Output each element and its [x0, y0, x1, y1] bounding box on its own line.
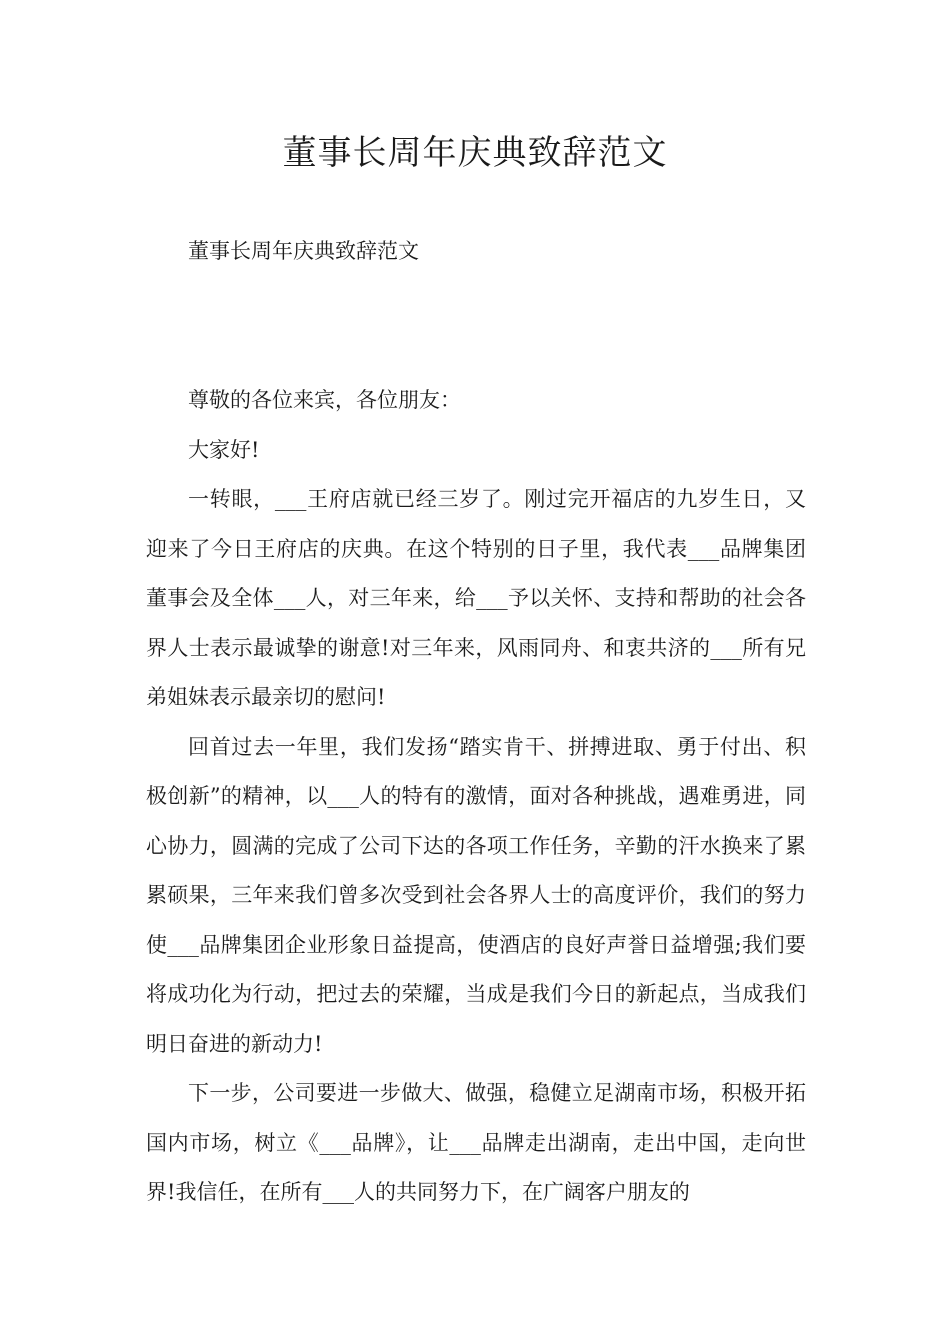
- subtitle-text: 董事长周年庆典致辞范文: [188, 239, 419, 263]
- document-title: 董事长周年庆典致辞范文: [282, 133, 668, 173]
- salutation-paragraph: 尊敬的各位来宾，各位朋友：: [188, 388, 461, 412]
- greeting-paragraph: 大家好!: [188, 437, 260, 462]
- body-paragraph: 回首过去一年里，我们发扬“踏实肯干、拼搏进取、勇于付出、积极创新”的精神，以___人的特有的激情，面对各种挑战，遇难勇进，同心协力，圆满的完成了公司下达的各项工作任务，辛勤的汗水换来了累累硕果，三年来我们曾多次受到社会各界人士的高度评价，我们的努力使___品牌集团企业形象日益提高，使酒店的良好声誉日益增强;我们要将成功化为行动，把过去的荣耀，当成是我们今日的新起点，当成我们明日奋进的新动力!: [146, 734, 806, 1056]
- document-subtitle: [146, 227, 806, 277]
- document-body: [146, 376, 806, 1218]
- body-paragraph: 一转眼，___王府店就已经三岁了。刚过完开福店的九岁生日，又迎来了今日王府店的庆典。在这个特别的日子里，我代表___品牌集团董事会及全体___人，对三年来，给___予以关怀、支持和帮助的社会各界人士表示最诚挚的谢意!对三年来，风雨同舟、和衷共济的___所有兄弟姐妹表示最亲切的慰问!: [146, 487, 806, 709]
- body-paragraph: 下一步，公司要进一步做大、做强，稳健立足湖南市场，积极开拓国内市场，树立《___品牌》，让___品牌走出湖南，走出中国，走向世界!我信任，在所有___人的共同努力下，在广阔客户朋友的: [146, 1081, 806, 1204]
